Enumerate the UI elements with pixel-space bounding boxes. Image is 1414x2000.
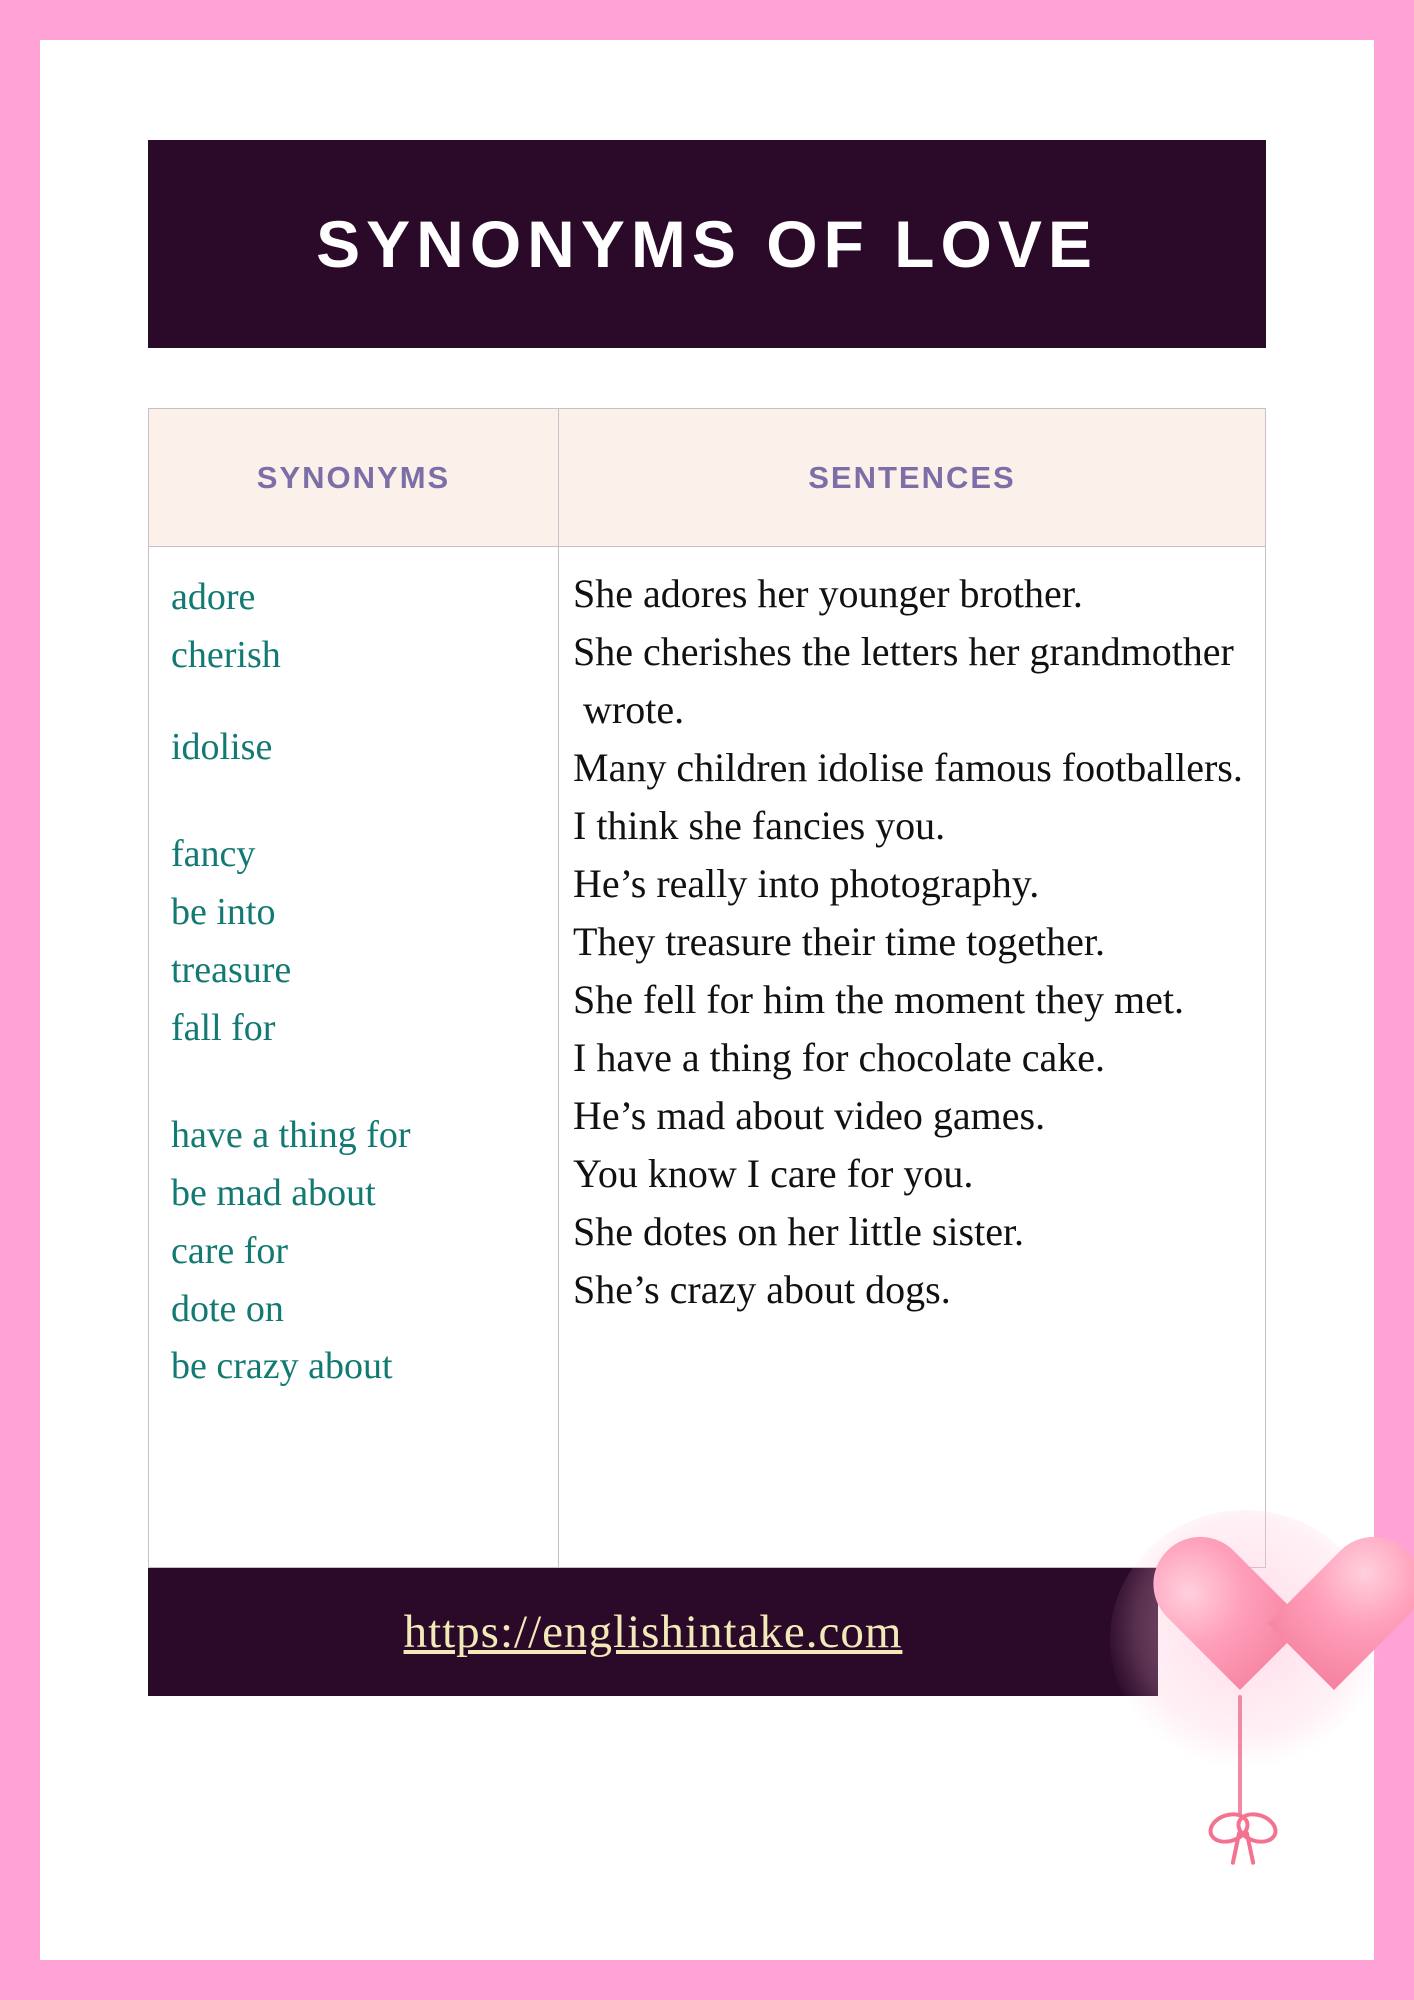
list-item: She’s crazy about dogs. <box>573 1267 951 1312</box>
list-item: adore <box>171 576 256 618</box>
poster-page <box>40 40 1374 1960</box>
column-header-synonyms: SYNONYMS <box>149 409 559 546</box>
list-item: be crazy about <box>171 1345 393 1388</box>
list-item: care for <box>171 1229 289 1272</box>
list-item: Many children idolise famous footballers. <box>573 745 1243 790</box>
list-item: I think she fancies you. <box>573 803 946 848</box>
list-item: fall for <box>171 1006 276 1049</box>
table-body <box>149 547 1265 1567</box>
list-item: treasure <box>171 948 292 991</box>
list-item: be mad about <box>171 1172 376 1214</box>
list-item: dote on <box>171 1287 284 1330</box>
list-item: She cherishes the letters her grandmother wrote. <box>573 629 1234 732</box>
list-item: He’s mad about video games. <box>573 1093 1046 1138</box>
list-item: You know I care for you. <box>573 1151 974 1196</box>
column-header-sentences: SENTENCES <box>808 459 1016 495</box>
list-item: She dotes on her little sister. <box>573 1209 1025 1254</box>
synonyms-table <box>148 408 1266 1568</box>
list-item: She adores her younger brother. <box>573 571 1083 616</box>
list-item: fancy <box>171 833 256 876</box>
list-item: He’s really into photography. <box>573 861 1040 906</box>
page-title-bar <box>148 140 1266 348</box>
list-item: be into <box>171 891 276 933</box>
synonyms-column <box>149 547 559 1567</box>
footer-bar <box>148 1568 1158 1696</box>
bow-icon <box>1208 1805 1278 1865</box>
list-item: She fell for him the moment they met. <box>573 977 1184 1022</box>
list-item: cherish <box>171 633 281 676</box>
website-link[interactable]: https://englishintake.com <box>403 1606 903 1658</box>
list-item: They treasure their time together. <box>573 919 1106 964</box>
list-item: idolise <box>171 725 273 768</box>
sentences-column <box>559 547 1265 1567</box>
page-title: SYNONYMS OF LOVE <box>316 207 1098 281</box>
list-item: I have a thing for chocolate cake. <box>573 1035 1105 1080</box>
list-item: have a thing for <box>171 1114 411 1157</box>
table-header-row <box>149 409 1265 547</box>
